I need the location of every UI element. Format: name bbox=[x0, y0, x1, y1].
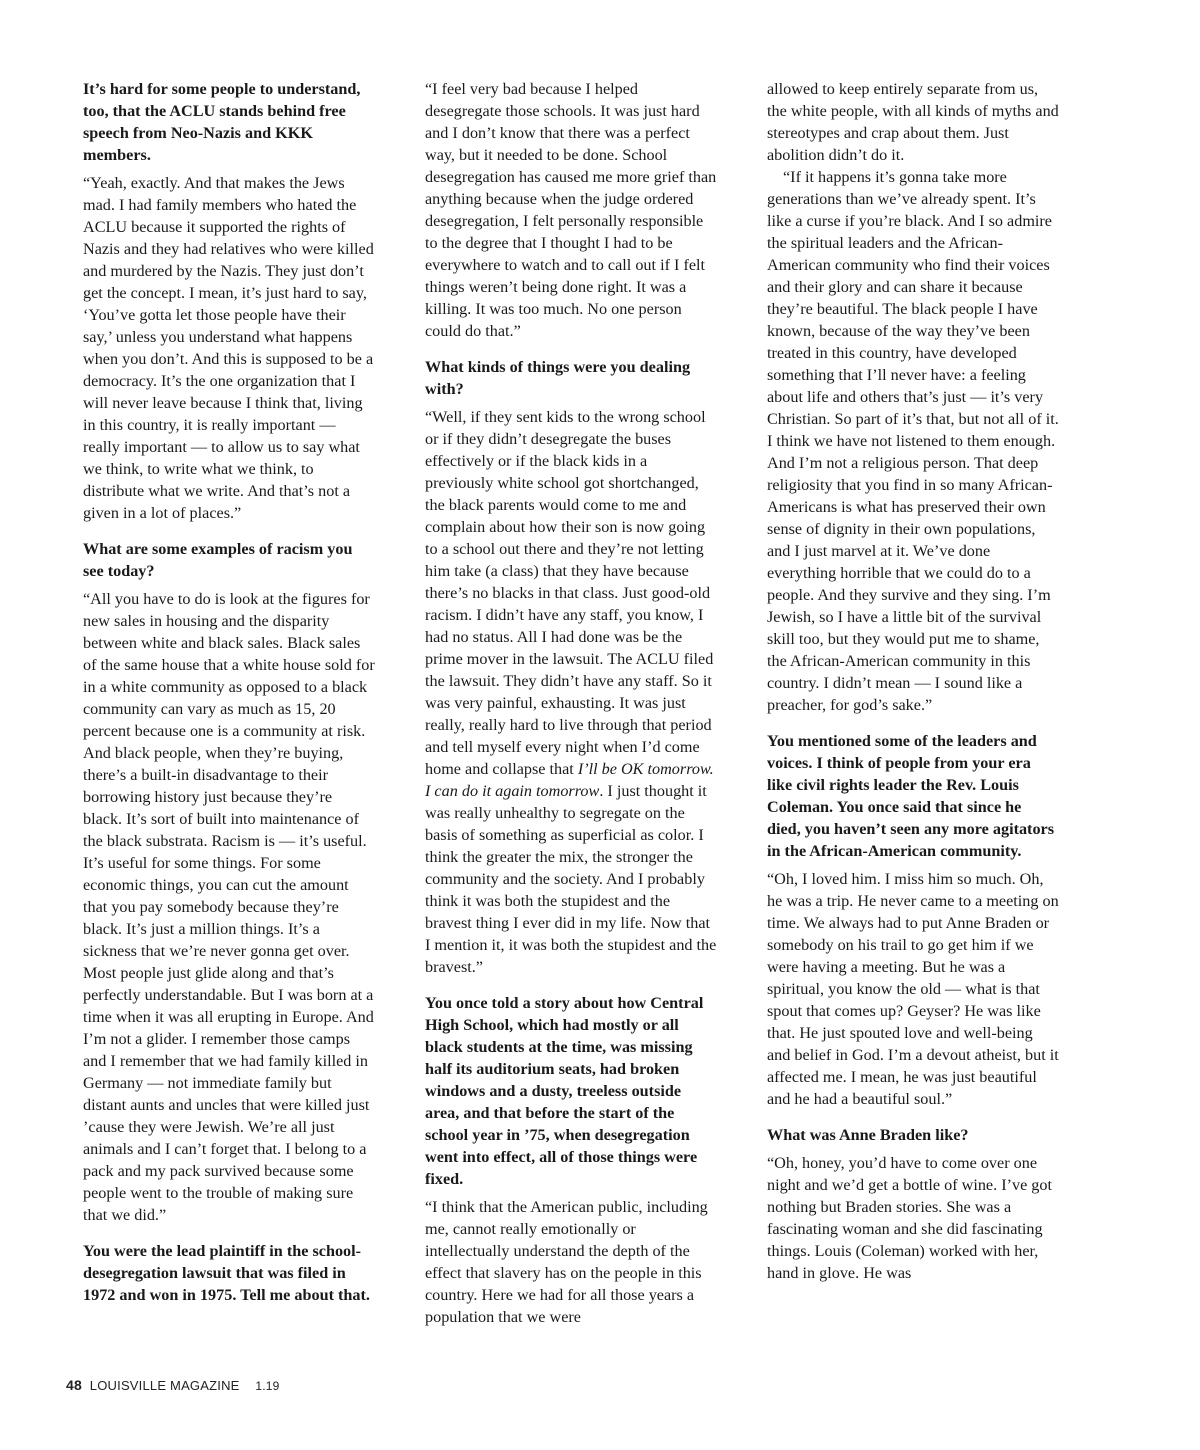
article-column-2 bbox=[425, 78, 717, 1328]
interview-answer bbox=[425, 406, 717, 978]
article-column-1 bbox=[83, 78, 375, 1312]
answer-italic-text: I’ll be OK tomorrow. I can do it again tomorrow bbox=[425, 760, 714, 800]
interview-answer: “Yeah, exactly. And that makes the Jews mad. I had family members who hated the ACLU because it supported the rights of Nazis and they had relatives who were killed and murdered by the Nazis. They just don’t get the concept. I mean, it’s just hard to say, ‘You’ve gotta let those people have their say,’ unless you understand what happens when you don’t. And this is supposed to be a democracy. It’s the one organization that I will never leave because I think that, living in this country, it is really important — really important — to allow us to say what we think, to write what we think, to distribute what we write. And that’s not a given in a lot of places.” bbox=[83, 174, 374, 522]
interview-question: You once told a story about how Central High School, which had mostly or all black students at the time, was missing half its auditorium seats, had broken windows and a dusty, treeless outside area, and that before the start of the school year in ’75, when desegregation went into effect, all of those things were fixed. bbox=[425, 994, 704, 1188]
interview-answer: “I feel very bad because I helped desegregate those schools. It was just hard and I don’t know that there was a perfect way, but it needed to be done. School desegregation has caused me more grief than anything because when the judge ordered desegregation, I felt personally responsible to the degree that I thought I had to be everywhere to watch and to call out if I felt things weren’t being done right. It was a killing. It was too much. No one person could do that.” bbox=[425, 80, 717, 340]
interview-question: What kinds of things were you dealing with? bbox=[425, 358, 691, 398]
interview-question: You mentioned some of the leaders and voices. I think of people from your era like civil rights leader the Rev. Louis Coleman. You once said that since he died, you haven’t seen any more agitators in the African-American community. bbox=[767, 732, 1055, 860]
interview-question: What are some examples of racism you see today? bbox=[83, 540, 353, 580]
interview-answer: “Oh, honey, you’d have to come over one night and we’d get a bottle of wine. I’ve got nothing but Braden stories. She was a fascinating woman and she did fascinating things. Louis (Coleman) worked with her, hand in glove. He was bbox=[767, 1154, 1052, 1282]
interview-question: It’s hard for some people to understand, too, that the ACLU stands behind free speech from Neo-Nazis and KKK members. bbox=[83, 80, 361, 164]
answer-text: “Well, if they sent kids to the wrong school or if they didn’t desegregate the buses effectively or if the black kids in a previously white school got shortchanged, the black parents would come to me and complain about how their son is now going to a school out there and they’re not letting him take (a class) that they have because there’s no blacks in that class. Just good-old racism. I didn’t have any staff, you know, I had no status. All I had done was be the prime mover in the lawsuit. The ACLU filed the lawsuit. They didn’t have any staff. So it was very painful, exhausting. It was just really, really hard to live through that period and tell myself every night when I’d come home and collapse that bbox=[425, 408, 714, 778]
interview-answer: “Oh, I loved him. I miss him so much. Oh, he was a trip. He never came to a meeting on time. We always had to put Anne Braden or somebody on his trail to go get him if we were having a meeting. But he was a spiritual, you know the old — what is that spout that comes up? Geyser? He was like that. He just spouted love and well-being and belief in God. I’m a devout atheist, but it affected me. I mean, he was just beautiful and he had a beautiful soul.” bbox=[767, 870, 1059, 1108]
interview-answer: “All you have to do is look at the figures for new sales in housing and the disparity between white and black sales. Black sales of the same house that a white house sold for in a white community as opposed to a black community can vary as much as 15, 20 percent because one is a community at risk. And black people, when they’re buying, there’s a built-in disadvantage to their borrowing history just because they’re black. It’s sort of built into maintenance of the black substrata. Racism is — it’s useful. It’s useful for some things. For some economic things, you can cut the amount that you pay somebody because they’re black. It’s just a million things. It’s a sickness that we’re never gonna get over. Most people just glide along and that’s perfectly understandable. But I was born at a time when it was all erupting in Europe. And I’m not a glider. I remember those camps and I remember that we had family killed in Germany — not immediate family but distant aunts and uncles that were killed just ’cause they were Jewish. We’re all just animals and I can’t forget that. I belong to a pack and my pack survived because some people went to the trouble of making sure that we did.” bbox=[83, 590, 375, 1224]
interview-question: What was Anne Braden like? bbox=[767, 1126, 969, 1144]
interview-answer: allowed to keep entirely separate from us, the white people, with all kinds of myths and stereotypes and crap about them. Just abolition didn’t do it. bbox=[767, 80, 1059, 164]
issue-number: 1.19 bbox=[255, 1379, 280, 1393]
page-footer bbox=[66, 1377, 280, 1393]
magazine-name: LOUISVILLE MAGAZINE bbox=[89, 1378, 240, 1393]
interview-answer: “If it happens it’s gonna take more generations than we’ve already spent. It’s like a curse if you’re black. And I so admire the spiritual leaders and the African-American community who find their voices and their glory and can share it because they’re beautiful. The black people I have known, because of the way they’ve been treated in this country, have developed something that I’ll never have: a feeling about life and others that’s just — it’s very Christian. So part of it’s that, but not all of it. I think we have not listened to them enough. And I’m not a religious person. That deep religiosity that you find in so many African-Americans is what has preserved their own sense of dignity in their own populations, and I just marvel at it. We’ve done everything horrible that we could do to a people. And they survive and they sing. I’m Jewish, so I have a little bit of the survival skill too, but they would put me to shame, the African-American community in this country. I didn’t mean — I sound like a preacher, for god’s sake.” bbox=[767, 168, 1059, 714]
interview-question: You were the lead plaintiff in the school-desegregation lawsuit that was filed in 1972 and won in 1975. Tell me about that. bbox=[83, 1242, 370, 1304]
page-number: 48 bbox=[66, 1377, 82, 1393]
interview-answer: “I think that the American public, including me, cannot really emotionally or intellectually understand the depth of the effect that slavery has on the people in this country. Here we had for all those years a population that we were bbox=[425, 1198, 708, 1326]
article-column-3 bbox=[767, 78, 1059, 1284]
answer-text: . I just thought it was really unhealthy to segregate on the basis of something as superficial as color. I think the greater the mix, the stronger the community and the society. And I probably think it was both the stupidest and the bravest thing I ever did in my life. Now that I mention it, it was both the stupidest and the bravest.” bbox=[425, 782, 717, 976]
